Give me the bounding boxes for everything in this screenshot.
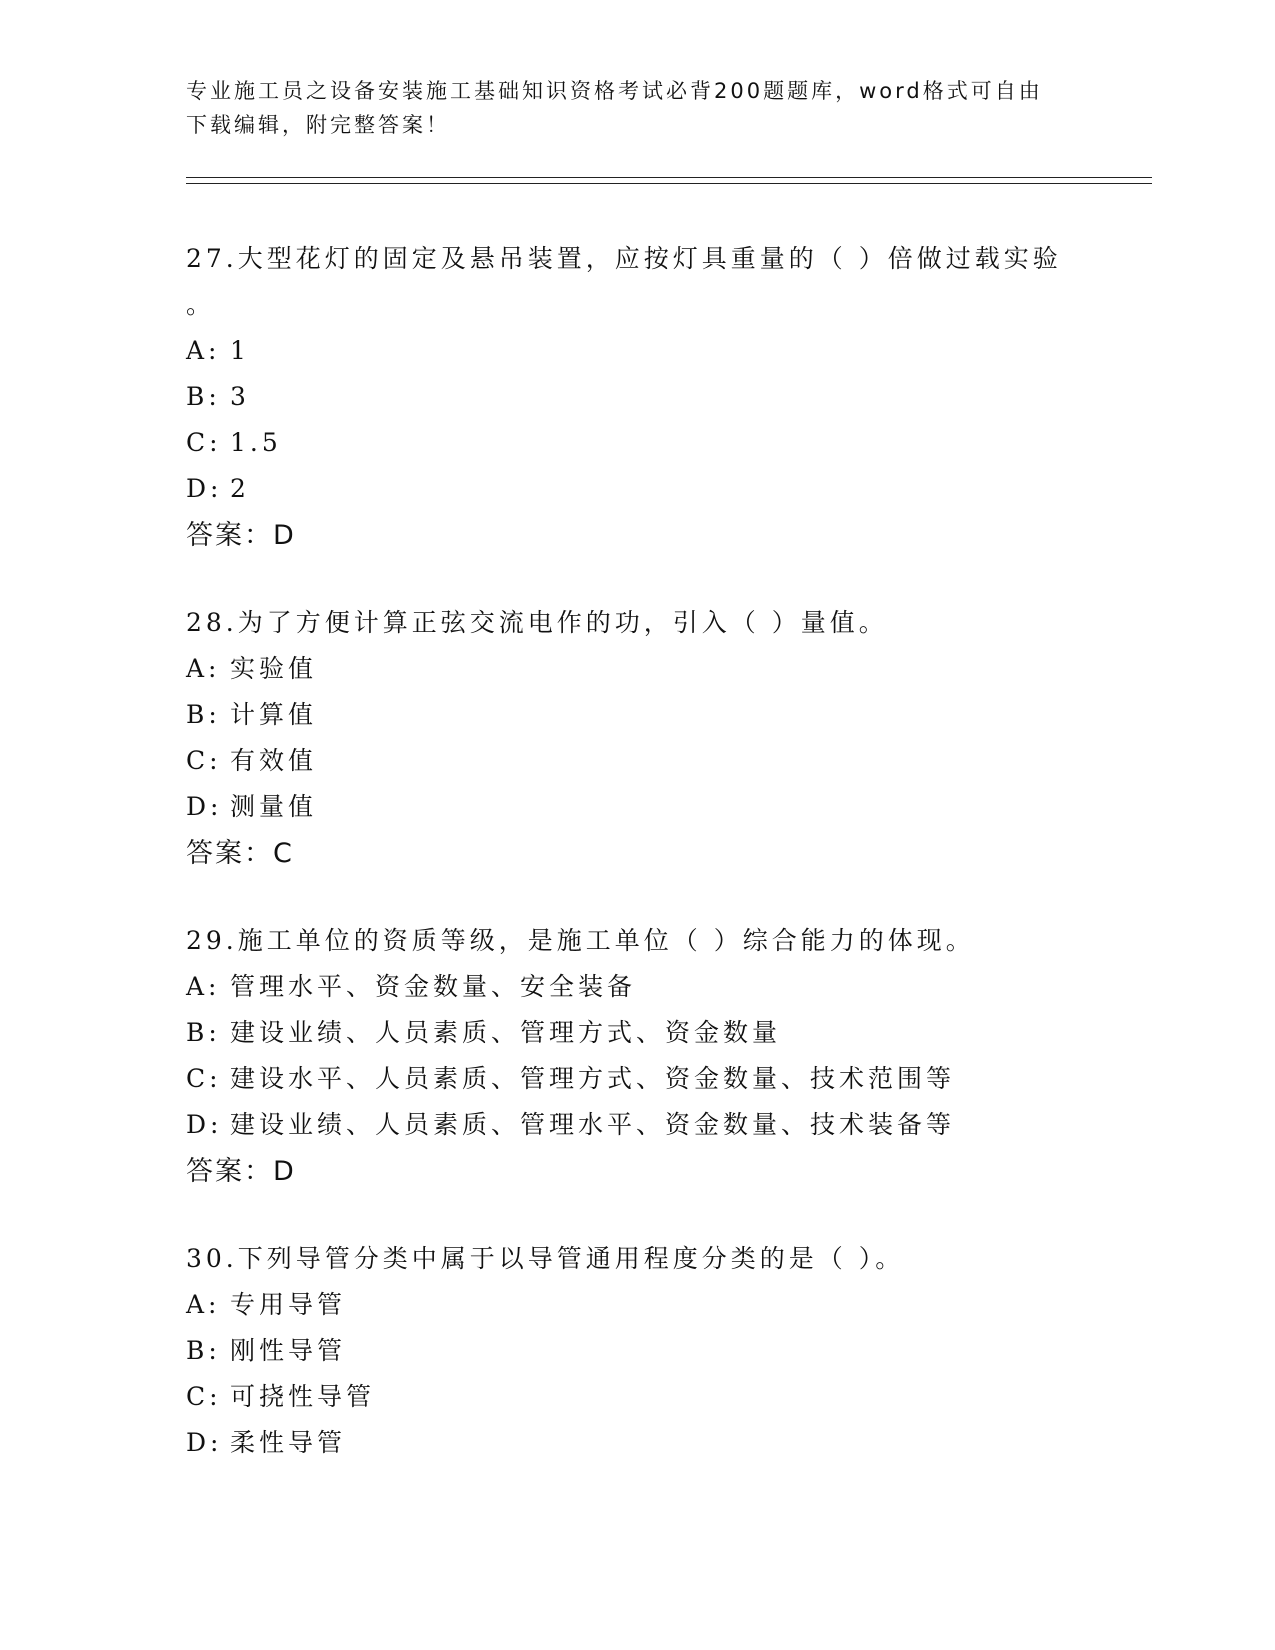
question-stem-line-1: 27.大型花灯的固定及悬吊装置，应按灯具重量的（ ）倍做过载实验 bbox=[186, 244, 1062, 273]
option-a bbox=[186, 964, 1086, 1010]
option-key: D: bbox=[186, 792, 223, 821]
option-key: C: bbox=[186, 1382, 222, 1411]
answer-line: 答案：D bbox=[186, 1156, 296, 1187]
answer-line: 答案：D bbox=[186, 520, 296, 551]
question-stem: 28.为了方便计算正弦交流电作的功，引入（ ）量值。 bbox=[186, 608, 888, 637]
option-key: B: bbox=[186, 382, 221, 411]
question-stem: 29.施工单位的资质等级，是施工单位（ ）综合能力的体现。 bbox=[186, 926, 975, 955]
answer-line: 答案：C bbox=[186, 838, 294, 869]
option-text: 刚性导管 bbox=[230, 1336, 347, 1365]
option-a bbox=[186, 328, 1086, 374]
option-text: 1.5 bbox=[230, 428, 282, 457]
option-a bbox=[186, 646, 1086, 692]
option-key: A: bbox=[186, 654, 221, 683]
option-text: 建设水平、人员素质、管理方式、资金数量、技术范围等 bbox=[230, 1064, 956, 1093]
header-divider-bottom bbox=[186, 183, 1152, 184]
question-stem: 30.下列导管分类中属于以导管通用程度分类的是（ ）。 bbox=[186, 1244, 905, 1273]
option-d bbox=[186, 1102, 1086, 1148]
option-text: 3 bbox=[230, 382, 250, 411]
option-key: B: bbox=[186, 1336, 221, 1365]
question-stem bbox=[186, 236, 1086, 328]
option-key: D: bbox=[186, 474, 223, 503]
option-b bbox=[186, 692, 1086, 738]
option-key: B: bbox=[186, 1018, 221, 1047]
option-text: 1 bbox=[230, 336, 250, 365]
question-28 bbox=[186, 600, 1086, 878]
question-stem-line-2: 。 bbox=[186, 290, 216, 319]
option-c bbox=[186, 1374, 1086, 1420]
option-c bbox=[186, 738, 1086, 784]
option-text: 柔性导管 bbox=[230, 1428, 347, 1457]
option-b bbox=[186, 1010, 1086, 1056]
document-header bbox=[186, 74, 1066, 142]
option-text: 2 bbox=[230, 474, 250, 503]
option-key: B: bbox=[186, 700, 221, 729]
option-d bbox=[186, 784, 1086, 830]
option-key: C: bbox=[186, 746, 222, 775]
option-key: D: bbox=[186, 1428, 223, 1457]
option-b bbox=[186, 1328, 1086, 1374]
option-key: A: bbox=[186, 1290, 221, 1319]
option-d bbox=[186, 466, 1086, 512]
question-29 bbox=[186, 918, 1086, 1196]
option-c bbox=[186, 1056, 1086, 1102]
option-key: A: bbox=[186, 336, 221, 365]
option-text: 可挠性导管 bbox=[230, 1382, 376, 1411]
option-key: D: bbox=[186, 1110, 223, 1139]
option-text: 测量值 bbox=[230, 792, 318, 821]
option-text: 管理水平、资金数量、安全装备 bbox=[230, 972, 637, 1001]
question-list bbox=[186, 236, 1086, 1506]
option-c bbox=[186, 420, 1086, 466]
header-divider-top bbox=[186, 177, 1152, 178]
question-30 bbox=[186, 1236, 1086, 1466]
option-d bbox=[186, 1420, 1086, 1466]
option-key: C: bbox=[186, 428, 222, 457]
header-line-2: 下载编辑，附完整答案！ bbox=[186, 113, 450, 137]
option-text: 有效值 bbox=[230, 746, 318, 775]
option-text: 建设业绩、人员素质、管理水平、资金数量、技术装备等 bbox=[230, 1110, 956, 1139]
option-key: C: bbox=[186, 1064, 222, 1093]
question-27 bbox=[186, 236, 1086, 560]
option-text: 建设业绩、人员素质、管理方式、资金数量 bbox=[230, 1018, 782, 1047]
option-text: 实验值 bbox=[230, 654, 318, 683]
option-a bbox=[186, 1282, 1086, 1328]
option-key: A: bbox=[186, 972, 221, 1001]
option-b bbox=[186, 374, 1086, 420]
option-text: 专用导管 bbox=[230, 1290, 347, 1319]
header-line-1: 专业施工员之设备安装施工基础知识资格考试必背200题题库，word格式可自由 bbox=[186, 79, 1043, 103]
option-text: 计算值 bbox=[230, 700, 318, 729]
